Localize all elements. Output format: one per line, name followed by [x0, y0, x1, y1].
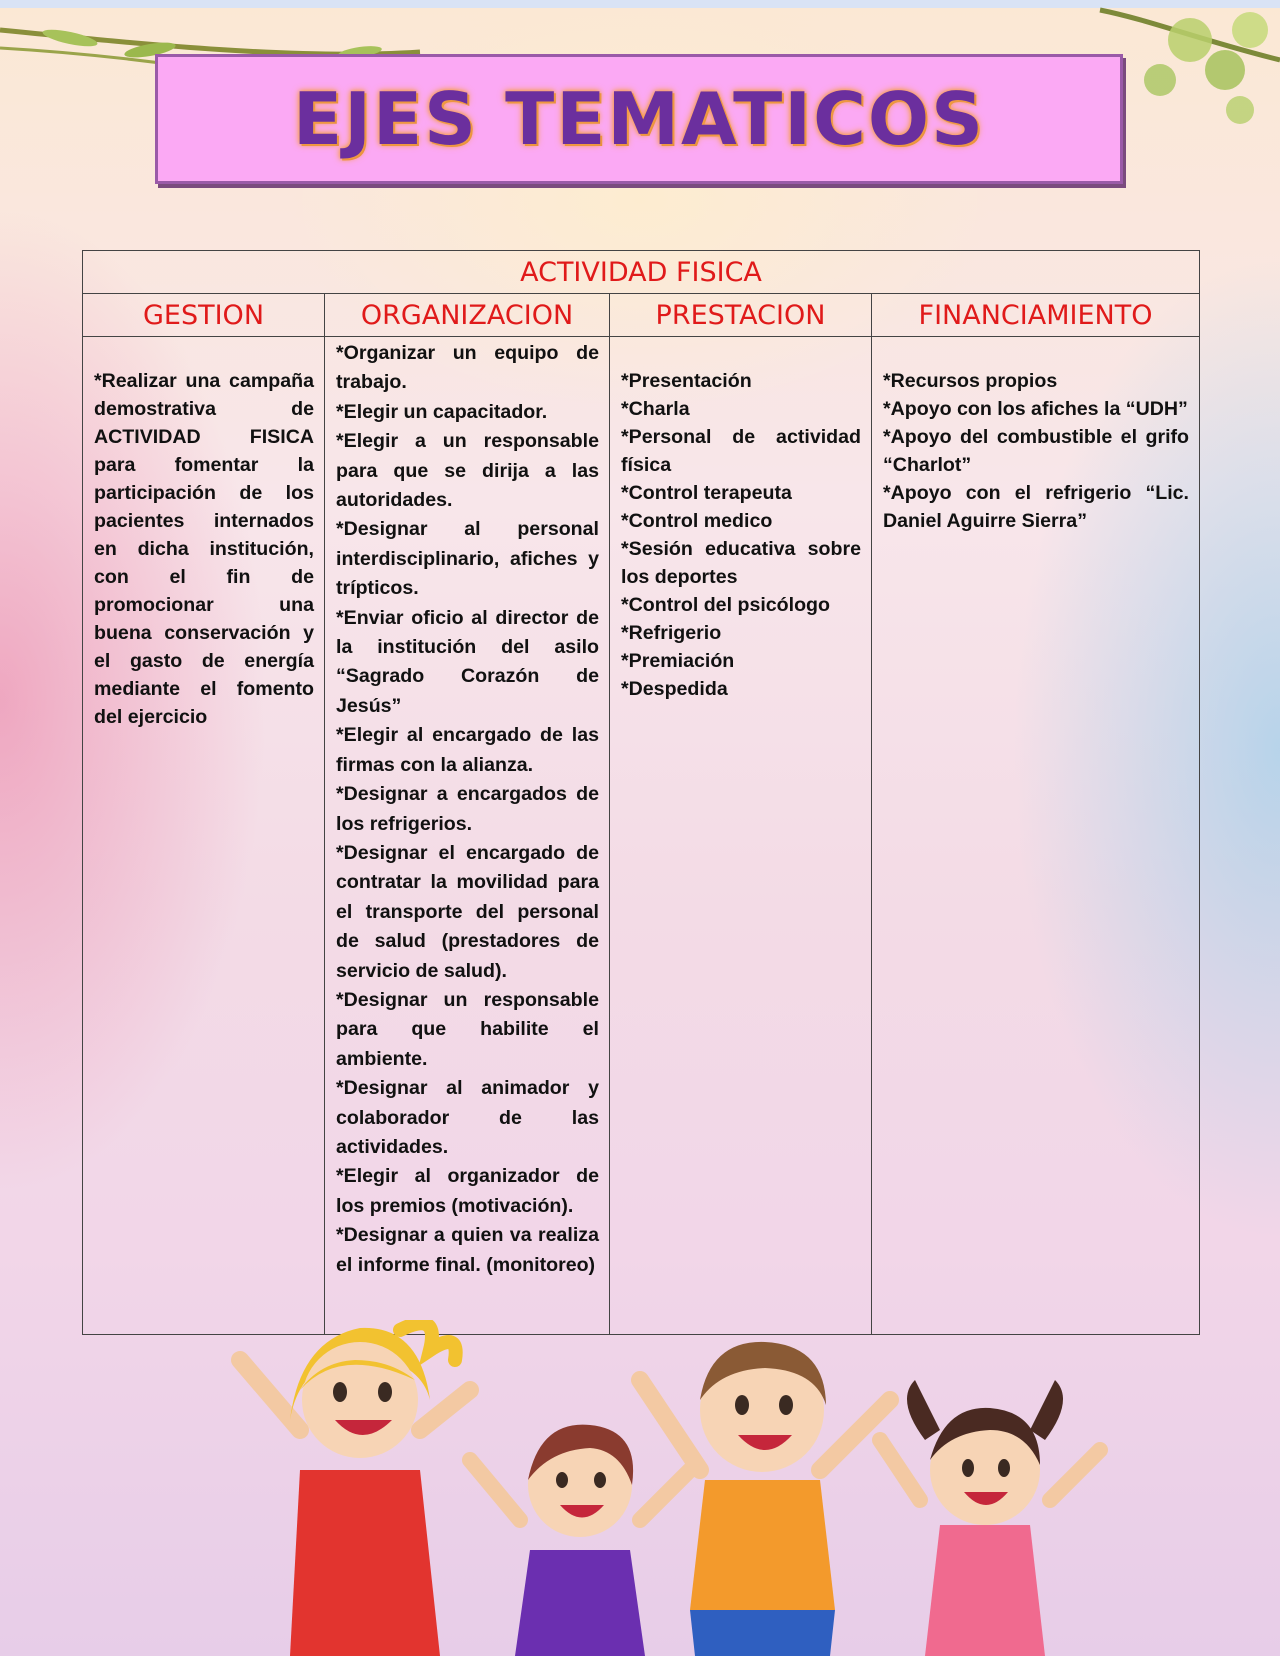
- column-header-financiamiento: FINANCIAMIENTO: [872, 294, 1200, 337]
- organizacion-item: *Elegir al organizador de los premios (motivación).: [336, 1165, 599, 1217]
- child-brown-hair-boy: [470, 1425, 690, 1656]
- column-header-prestacion: PRESTACION: [610, 294, 872, 337]
- child-blonde-girl: [240, 1323, 470, 1656]
- financiamiento-item: *Recursos propios: [883, 370, 1058, 392]
- organizacion-item: *Designar el encargado de contratar la movilidad para el transporte del personal de salud (prestadores de servicio de salud).: [336, 841, 599, 982]
- organizacion-item: *Designar un responsable para que habilite el ambiente.: [336, 988, 599, 1070]
- gestion-item: *Realizar una campaña demostrativa de ACTIVIDAD FISICA para fomentar la participación de los pacientes internados en dicha institución, con el fin de promocionar una buena conservación y el gasto de energía mediante el fomento del ejercicio: [94, 370, 314, 728]
- prestacion-item: *Personal de actividad física: [621, 426, 861, 476]
- prestacion-item: *Despedida: [621, 678, 728, 700]
- prestacion-item: *Charla: [621, 398, 690, 420]
- organizacion-item: *Designar al personal interdisciplinario, afiches y trípticos.: [336, 518, 599, 600]
- organizacion-cell: [325, 337, 610, 1335]
- title-banner: [155, 54, 1123, 184]
- organizacion-item: *Enviar oficio al director de la institución del asilo “Sagrado Corazón de Jesús”: [336, 606, 599, 717]
- organizacion-item: *Designar al animador y colaborador de las actividades.: [336, 1077, 599, 1158]
- child-pigtails-girl: [880, 1380, 1100, 1656]
- organizacion-item: *Designar a quien va realiza el informe final. (monitoreo): [336, 1224, 599, 1276]
- column-header-organizacion: ORGANIZACION: [325, 294, 610, 337]
- thematic-axes-table: [82, 250, 1200, 1335]
- prestacion-item: *Sesión educativa sobre los deportes: [621, 538, 861, 588]
- prestacion-item: *Refrigerio: [621, 622, 722, 644]
- column-header-gestion: GESTION: [83, 294, 325, 337]
- prestacion-item: *Presentación: [621, 370, 752, 392]
- financiamiento-item: *Apoyo con los afiches la “UDH”: [883, 398, 1188, 420]
- financiamiento-item: *Apoyo con el refrigerio “Lic. Daniel Aguirre Sierra”: [883, 482, 1190, 532]
- prestacion-cell: [610, 337, 872, 1335]
- financiamiento-cell: [872, 337, 1200, 1335]
- financiamiento-item: *Apoyo del combustible el grifo “Charlot”: [883, 426, 1190, 476]
- organizacion-item: *Designar a encargados de los refrigerios.: [336, 783, 599, 835]
- prestacion-item: *Premiación: [621, 650, 735, 672]
- gestion-cell: [83, 337, 325, 1335]
- prestacion-item: *Control del psicólogo: [621, 594, 830, 616]
- organizacion-item: *Elegir a un responsable para que se dirija a las autoridades.: [336, 430, 599, 512]
- prestacion-item: *Control terapeuta: [621, 482, 792, 504]
- prestacion-item: *Control medico: [621, 510, 773, 532]
- organizacion-item: *Elegir al encargado de las firmas con la alianza.: [336, 724, 599, 776]
- child-orange-shirt-boy: [640, 1342, 890, 1656]
- organizacion-item: *Elegir un capacitador.: [336, 400, 548, 423]
- jumping-children-illustration: [0, 1320, 1280, 1656]
- organizacion-item: *Organizar un equipo de trabajo.: [336, 342, 599, 394]
- table-title: ACTIVIDAD FISICA: [83, 251, 1200, 294]
- page-title: EJES TEMATICOS: [293, 77, 985, 161]
